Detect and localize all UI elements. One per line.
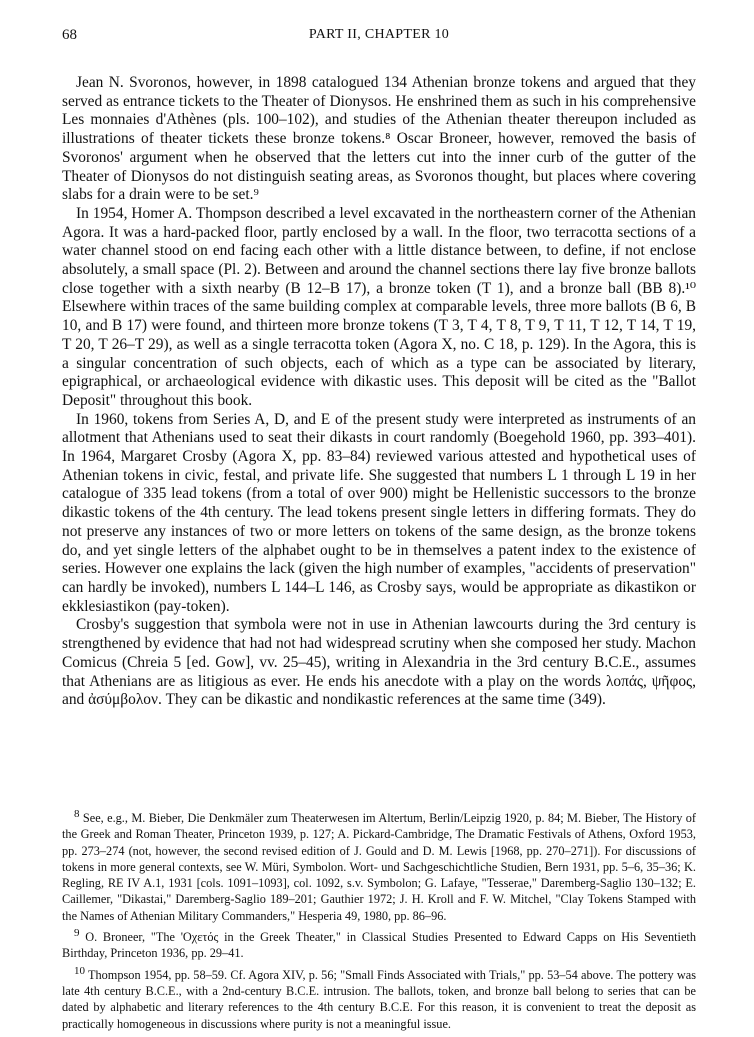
footnote-mark: 8 xyxy=(74,807,80,820)
footnotes xyxy=(62,807,696,1037)
page-header xyxy=(62,27,696,47)
paragraph-thompson: In 1954, Homer A. Thompson described a level excavated in the northeastern corner of the Athenian Agora. It was a hard-packed floor, partly enclosed by a wall. In the floor, two terracotta sections of a water channel stood on end facing each other with a little distance between, to define, if not enclose absolutely, a small space (Pl. 2). Between and around the channel sections there lay five bronze ballots close together with a sixth nearby (B 12–B 17), a bronze token (T 1), and a bronze ball (BB 8).¹⁰ Elsewhere within traces of the same building complex at comparable levels, three more ballots (B 6, B 10, and B 17) were found, and thirteen more bronze tokens (T 3, T 4, T 8, T 9, T 11, T 12, T 14, T 19, T 20, T 26–T 29), as well as a single terracotta token (Agora X, no. C 18, p. 129). In the Agora, this is a singular concentration of such objects, each of which as a type can be associated by literary, epigraphical, or archaeological evidence with dikastic uses. This deposit will be cited as the "Ballot Deposit" throughout this book. xyxy=(62,204,696,409)
paragraph-svoronos: Jean N. Svoronos, however, in 1898 catalogued 134 Athenian bronze tokens and argued that they served as entrance tickets to the Theater of Dionysos. He enshrined them as such in his comprehensive Les monnaies d'Athènes (pls. 100–102), and studies of the Athenian theater thereupon included as illustrations of theater tickets these bronze tokens.⁸ Oscar Broneer, however, removed the basis of Svoronos' argument when he observed that the letters cut into the inner curb of the gutter of the Theater of Dionysos do not distinguish seating areas, as Svoronos thought, but places where covering slabs for a drain were to be set.⁹ xyxy=(62,74,696,204)
body-text xyxy=(62,74,696,710)
paragraph-crosby: In 1960, tokens from Series A, D, and E of the present study were interpreted as instruments of an allotment that Athenians used to seat their dikasts in court randomly (Boegehold 1960, pp. 393–401). In 1964, Margaret Crosby (Agora X, pp. 83–84) reviewed various attested and hypothetical uses of Athenian tokens in civic, festal, and private life. She suggested that numbers L 1 through L 19 in her catalogue of 335 lead tokens (from a total of over 900) might be Hellenistic successors to the bronze dikastic tokens of the 4th century. The lead tokens present single letters in differing formats. They do not preserve any instances of two or more letters on tokens of the same design, as the bronze tokens do, and yet single letters of the alphabet ought to be in themselves a patent index to the existence of series. However one explains the lack (given the high number of examples, "accidents of preservation" can hardly be invoked), numbers L 144–L 146, as Crosby says, would be appropriate as dikastikon or ekklesiastikon (pay-token). xyxy=(62,410,696,615)
footnote-text: O. Broneer, "The 'Οχετός in the Greek Theater," in Classical Studies Presented to Edward Capps on His Seventieth Birthday, Princeton 1936, pp. 29–41. xyxy=(62,930,696,961)
footnote-mark: 9 xyxy=(74,926,80,939)
running-head: PART II, CHAPTER 10 xyxy=(308,27,450,42)
footnote-9 xyxy=(62,926,696,962)
footnote-text: Thompson 1954, pp. 58–59. Cf. Agora XIV, p. 56; "Small Finds Associated with Trials," pp. 53–54 above. The pottery was late 4th century B.C.E., with a 2nd-century B.C.E. intrusion. The ballots, token, and bronze ball belong to series that can be dated by alphabetic and literary references to the 4th century B.C.E. For this reason, it is convenient to treat the deposit as practically homogeneous in discussions where purity is not a meaningful issue. xyxy=(62,967,696,1031)
footnote-mark: 10 xyxy=(74,964,85,977)
footnote-10 xyxy=(62,964,696,1032)
page-number: 68 xyxy=(62,27,77,43)
footnote-8 xyxy=(62,807,696,924)
footnote-text: See, e.g., M. Bieber, Die Denkmäler zum Theaterwesen im Altertum, Berlin/Leipzig 1920, p. 84; M. Bieber, The History of the Greek and Roman Theater, Princeton 1939, p. 127; A. Pickard-Cambridge, The Dramatic Festivals of Athens, Oxford 1953, pp. 273–274 (not, however, the second revised edition of J. Gould and D. M. Lewis [1968, pp. 270–271]). For discussions of tokens in more general contexts, see W. Müri, Symbolon. Wort- und Sachgeschichtliche Studien, Bern 1931, pp. 5–6, 35–36; K. Regling, RE IV A.1, 1931 [cols. 1091–1093], col. 1092, s.v. Symbolon; G. Lafaye, "Tesserae," Daremberg-Saglio 130–132; E. Caillemer, "Dikastai," Daremberg-Saglio 189–201; Gauthier 1972; J. H. Kroll and F. W. Mitchel, "Clay Tokens Stamped with the Names of Athenian Military Commanders," Hesperia 49, 1980, pp. 86–96. xyxy=(62,811,696,923)
paragraph-machon: Crosby's suggestion that symbola were not in use in Athenian lawcourts during the 3rd century is strengthened by evidence that had not had widespread scrutiny when she composed her study. Machon Comicus (Chreia 5 [ed. Gow], vv. 25–45), writing in Alexandria in the 3rd century B.C.E., assumes that Athenians are as litigious as ever. He ends his anecdote with a play on the words λοπάς, ψῆφος, and ἀσύμβολον. They can be dikastic and nondikastic references at the same time (349). xyxy=(62,616,696,709)
